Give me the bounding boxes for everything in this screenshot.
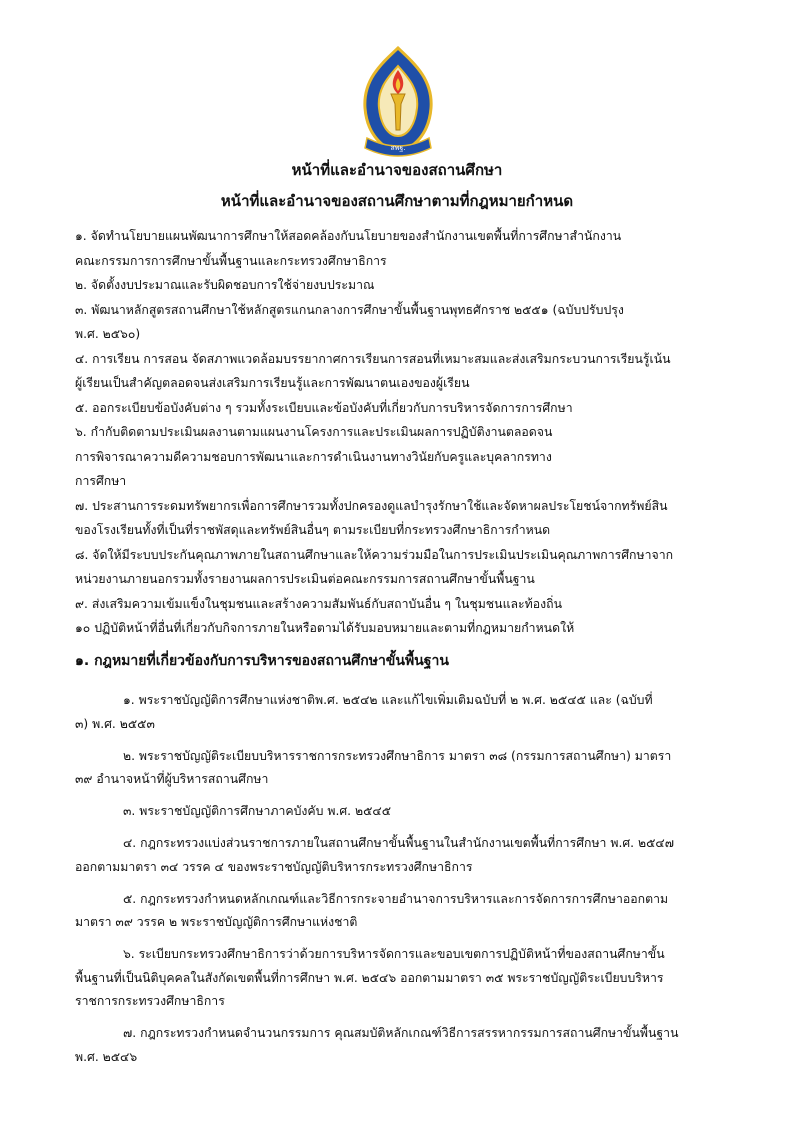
law-item-line: ๒. พระราชบัญญัติระเบียบบริหารราชการกระทรวงศึกษาธิการ มาตรา ๓๘ (กรรมการสถานศึกษา) มาตรา — [123, 748, 672, 763]
law-item — [75, 832, 720, 879]
section-heading: ๑. กฎหมายที่เกี่ยวข้องกับการบริหารของสถานศึกษาขั้นพื้นฐาน — [75, 653, 449, 669]
duty-item-line: หน่วยงานภายนอกรวมทั้งรายงานผลการประเมินต่อคณะกรรมการสถานศึกษาขั้นพื้นฐาน — [75, 572, 535, 586]
law-item-line: ๓) พ.ศ. ๒๕๕๓ — [75, 716, 155, 731]
duty-item-line: การพิจารณาความดีความชอบการพัฒนาและการดำเนินงานทางวินัยกับครูและบุคลากรทาง — [75, 449, 552, 464]
law-item — [75, 800, 720, 824]
duty-item-line: ๙. ส่งเสริมความเข้มแข็งในชุมชนและสร้างความสัมพันธ์กับสถาบันอื่น ๆ ในชุมชนและท้องถิ่น — [75, 596, 562, 611]
duty-item-line: ๑๐ ปฏิบัติหน้าที่อื่นที่เกี่ยวกับกิจการภายในหรือตามได้รับมอบหมายและตามที่กฎหมายกำหนดให้ — [75, 621, 575, 635]
duty-item-line: คณะกรรมการการศึกษาขั้นพื้นฐานและกระทรวงศึกษาธิการ — [75, 253, 387, 268]
law-item-line: ราชการกระทรวงศึกษาธิการ — [75, 994, 225, 1008]
laws-list — [75, 689, 720, 1078]
duty-item-line: ๓. พัฒนาหลักสูตรสถานศึกษาใช้หลักสูตรแกนกลางการศึกษาขั้นพื้นฐานพุทธศักราช ๒๕๕๑ (ฉบับปรับปรุง — [75, 302, 624, 317]
obec-emblem-logo — [353, 42, 443, 162]
duties-list — [75, 224, 720, 641]
duty-item-line: ๔. การเรียน การสอน จัดสภาพแวดล้อมบรรยากาศการเรียนการสอนที่เหมาะสมและส่งเสริมกระบวนการเรียนรู้เน้น — [75, 351, 671, 366]
law-item-line: ๓๙ อำนาจหน้าที่ผู้บริหารสถานศึกษา — [75, 772, 269, 786]
duty-item-line: พ.ศ. ๒๕๖๐) — [75, 327, 141, 341]
law-item — [75, 888, 720, 935]
duty-item-line: ๑. จัดทำนโยบายแผนพัฒนาการศึกษาให้สอดคล้องกับนโยบายของสำนักงานเขตพื้นที่การศึกษาสำนักงาน — [75, 229, 622, 243]
duty-item-line: ๖. กำกับติดตามประเมินผลงานตามแผนงานโครงการและประเมินผลการปฏิบัติงานตลอดจน — [75, 425, 553, 439]
law-item — [75, 745, 720, 792]
duty-item-line: ๗. ประสานการระดมทรัพยากรเพื่อการศึกษารวมทั้งปกครองดูแลบำรุงรักษาใช้และจัดหาผลประโยชน์จากทรัพย์สิน — [75, 498, 668, 513]
emblem-banner-text: สพฐ. — [390, 144, 406, 152]
law-item — [75, 1022, 720, 1069]
law-item-line: มาตรา ๓๙ วรรค ๒ พระราชบัญญัติการศึกษาแห่งชาติ — [75, 915, 358, 929]
law-item-line: ๗. กฎกระทรวงกำหนดจำนวนกรรมการ คุณสมบัติหลักเกณฑ์วิธีการสรรหากรรมการสถานศึกษาขั้นพื้นฐาน — [123, 1026, 679, 1040]
document-title: หน้าที่และอำนาจของสถานศึกษา — [291, 161, 503, 179]
law-item-line: ออกตามมาตรา ๓๔ วรรค ๔ ของพระราชบัญญัติบริหารกระทรวงศึกษาธิการ — [75, 859, 473, 874]
law-item — [75, 943, 720, 1014]
duty-item-line: ๕. ออกระเบียบข้อบังคับต่าง ๆ รวมทั้งระเบียบและข้อบังคับที่เกี่ยวกับการบริหารจัดการการศึกษา — [75, 400, 573, 415]
law-item-line: พื้นฐานที่เป็นนิติบุคคลในสังกัดเขตพื้นที่การศึกษา พ.ศ. ๒๕๔๖ ออกตามมาตรา ๓๕ พระราชบัญญัติระเบียบบริหาร — [75, 970, 664, 985]
law-item-line: พ.ศ. ๒๕๔๖ — [75, 1049, 138, 1064]
law-item — [75, 689, 720, 736]
duty-item-line: ๒. จัดตั้งงบประมาณและรับผิดชอบการใช้จ่ายงบประมาณ — [75, 278, 375, 292]
law-item-line: ๓. พระราชบัญญัติการศึกษาภาคบังคับ พ.ศ. ๒๕๔๕ — [123, 804, 392, 818]
law-item-line: ๔. กฎกระทรวงแบ่งส่วนราชการภายในสถานศึกษาขั้นพื้นฐานในสำนักงานเขตพื้นที่การศึกษา พ.ศ. ๒๕๔๗ — [123, 836, 674, 850]
duty-item-line: ผู้เรียนเป็นสำคัญตลอดจนส่งเสริมการเรียนรู้และการพัฒนาตนเองของผู้เรียน — [75, 376, 470, 390]
duty-item-line: ของโรงเรียนทั้งที่เป็นที่ราชพัสดุและทรัพย์สินอื่นๆ ตามระเบียบที่กระทรวงศึกษาธิการกำหนด — [75, 523, 551, 537]
duty-item-line: การศึกษา — [75, 474, 127, 488]
document-subtitle: หน้าที่และอำนาจของสถานศึกษาตามที่กฎหมายกำหนด — [220, 192, 574, 210]
law-item-line: ๕. กฎกระทรวงกำหนดหลักเกณฑ์และวิธีการกระจายอำนาจการบริหารและการจัดการการศึกษาออกตาม — [123, 891, 669, 906]
duty-item-line: ๘. จัดให้มีระบบประกันคุณภาพภายในสถานศึกษาและให้ความร่วมมือในการประเมินประเมินคุณภาพการศึกษาจาก — [75, 547, 674, 562]
law-item-line: ๖. ระเบียบกระทรวงศึกษาธิการว่าด้วยการบริหารจัดการและขอบเขตการปฏิบัติหน้าที่ของสถานศึกษาขั้น — [123, 947, 665, 961]
law-item-line: ๑. พระราชบัญญัติการศึกษาแห่งชาติพ.ศ. ๒๕๔๒ และแก้ไขเพิ่มเติมฉบับที่ ๒ พ.ศ. ๒๕๔๕ และ (ฉบับที่ — [123, 693, 653, 707]
